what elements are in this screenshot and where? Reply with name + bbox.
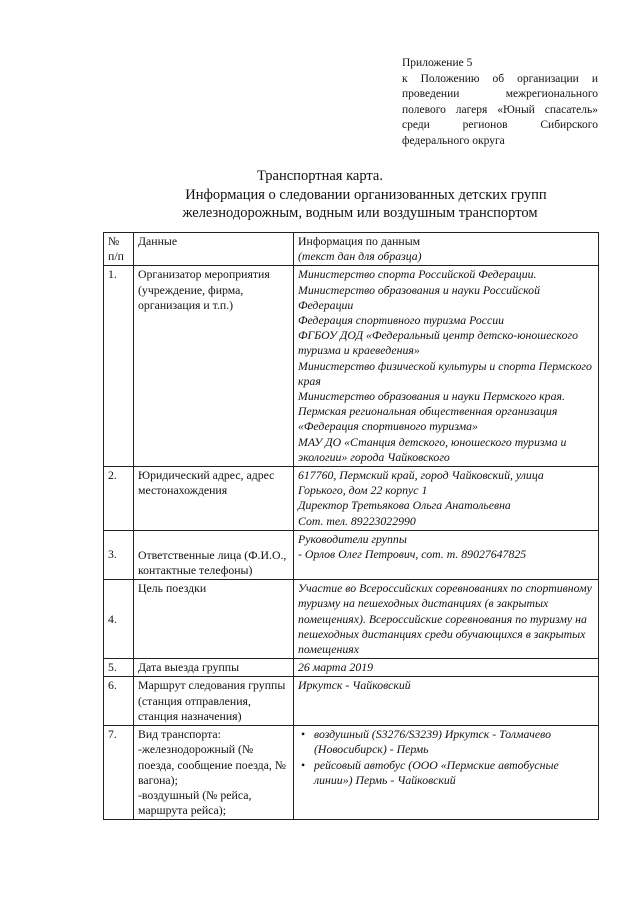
- info-line: Руководители группы: [298, 531, 407, 546]
- title-line-2: Информация о следовании организованных детских групп: [185, 186, 547, 203]
- table-row: [104, 266, 599, 467]
- row-num: 5.: [104, 659, 134, 677]
- row-label: Маршрут следования группы (станция отправления, станция назначения): [134, 677, 294, 726]
- appendix-text: к Положению об организации и проведении межрегионального полевого лагеря «Юный спасатель» среди регионов Сибирского федерального округа: [402, 72, 598, 147]
- header-info-title: Информация по данным: [298, 234, 421, 248]
- info-line: Министерство спорта Российской Федерации.: [298, 267, 537, 282]
- label-line: Вид транспорта:: [138, 727, 221, 742]
- header-info: [294, 233, 599, 266]
- info-line: 26 марта 2019: [298, 660, 374, 675]
- appendix-number: Приложение 5: [402, 57, 473, 69]
- row-num: 7.: [104, 726, 134, 820]
- transport-card-table: [103, 232, 599, 820]
- appendix-note: [402, 56, 598, 149]
- row-num: 3.: [104, 530, 134, 579]
- row-num: 6.: [104, 677, 134, 726]
- info-line: ФГБОУ ДОД «Федеральный центр детско-юношеского туризма и краеведения»: [298, 328, 578, 358]
- info-line: 617760, Пермский край, город Чайковский, улица Горького, дом 22 корпус 1: [298, 468, 544, 498]
- info-line: Министерство физической культуры и спорта Пермского края: [298, 358, 592, 388]
- title-line-1: Транспортная карта.: [257, 168, 383, 184]
- row-num: 1.: [104, 266, 134, 467]
- header-num: № п/п: [104, 233, 134, 266]
- transport-list: [298, 727, 594, 788]
- row-info: [294, 726, 599, 820]
- row-num: 2.: [104, 467, 134, 531]
- document-title: [0, 167, 640, 223]
- row-label: Юридический адрес, адрес местонахождения: [134, 467, 294, 531]
- info-line: Федерация спортивного туризма России: [298, 313, 505, 328]
- table-row: [104, 580, 599, 659]
- title-line-3: железнодорожным, водным или воздушным транспортом: [182, 205, 538, 221]
- table-row: [104, 659, 599, 677]
- row-info: [294, 530, 599, 579]
- table-header-row: [104, 233, 599, 266]
- table-row: [104, 677, 599, 726]
- row-label: Дата выезда группы: [134, 659, 294, 677]
- table-row: [104, 726, 599, 820]
- info-line: МАУ ДО «Станция детского, юношеского туризма и экологии» города Чайковского: [298, 434, 567, 464]
- info-line: Министерство образования и науки Российской Федерации: [298, 282, 540, 312]
- table-row: [104, 530, 599, 579]
- header-data: Данные: [134, 233, 294, 266]
- list-item: • воздушный (S3276/S3239) Иркутск - Толмачево (Новосибирск) - Пермь: [310, 727, 594, 757]
- info-line: Сот. тел. 89223022990: [298, 513, 416, 528]
- row-info: [294, 659, 599, 677]
- info-line: Министерство образования и науки Пермского края.: [298, 389, 565, 404]
- label-line: -воздушный (№ рейса, маршрута рейса);: [138, 787, 252, 818]
- row-info: [294, 677, 599, 726]
- info-line: Участие во Всероссийских соревнованиях по спортивному туризму на пешеходных дистанциях (в закрытых помещениях). Всероссийские соревнования по туризму на пешеходных дистанциях среди обучающихся в закрытых помещениях: [298, 581, 592, 657]
- header-info-sub: (текст дан для образца): [298, 249, 422, 264]
- info-line: Директор Третьякова Ольга Анатольевна: [298, 498, 511, 513]
- row-label: [134, 726, 294, 820]
- row-label-text: Ответственные лица (Ф.И.О., контактные телефоны): [138, 547, 287, 578]
- table-row: [104, 467, 599, 531]
- row-label: Цель поездки: [134, 580, 294, 659]
- info-line: Пермская региональная общественная организация «Федерация спортивного туризма»: [298, 404, 558, 434]
- info-line: Иркутск - Чайковский: [298, 678, 411, 693]
- row-num: 4.: [104, 580, 134, 659]
- list-item: • рейсовый автобус (ООО «Пермские автобусные линии») Пермь - Чайковский: [310, 758, 594, 788]
- row-info: [294, 467, 599, 531]
- info-line: - Орлов Олег Петрович, сот. т. 89027647825: [298, 547, 527, 562]
- label-line: -железнодорожный (№ поезда, сообщение поезда, № вагона);: [138, 742, 287, 787]
- row-info: [294, 580, 599, 659]
- row-info: [294, 266, 599, 467]
- row-label: Организатор мероприятия (учреждение, фирма, организация и т.п.): [134, 266, 294, 467]
- row-label: [134, 530, 294, 579]
